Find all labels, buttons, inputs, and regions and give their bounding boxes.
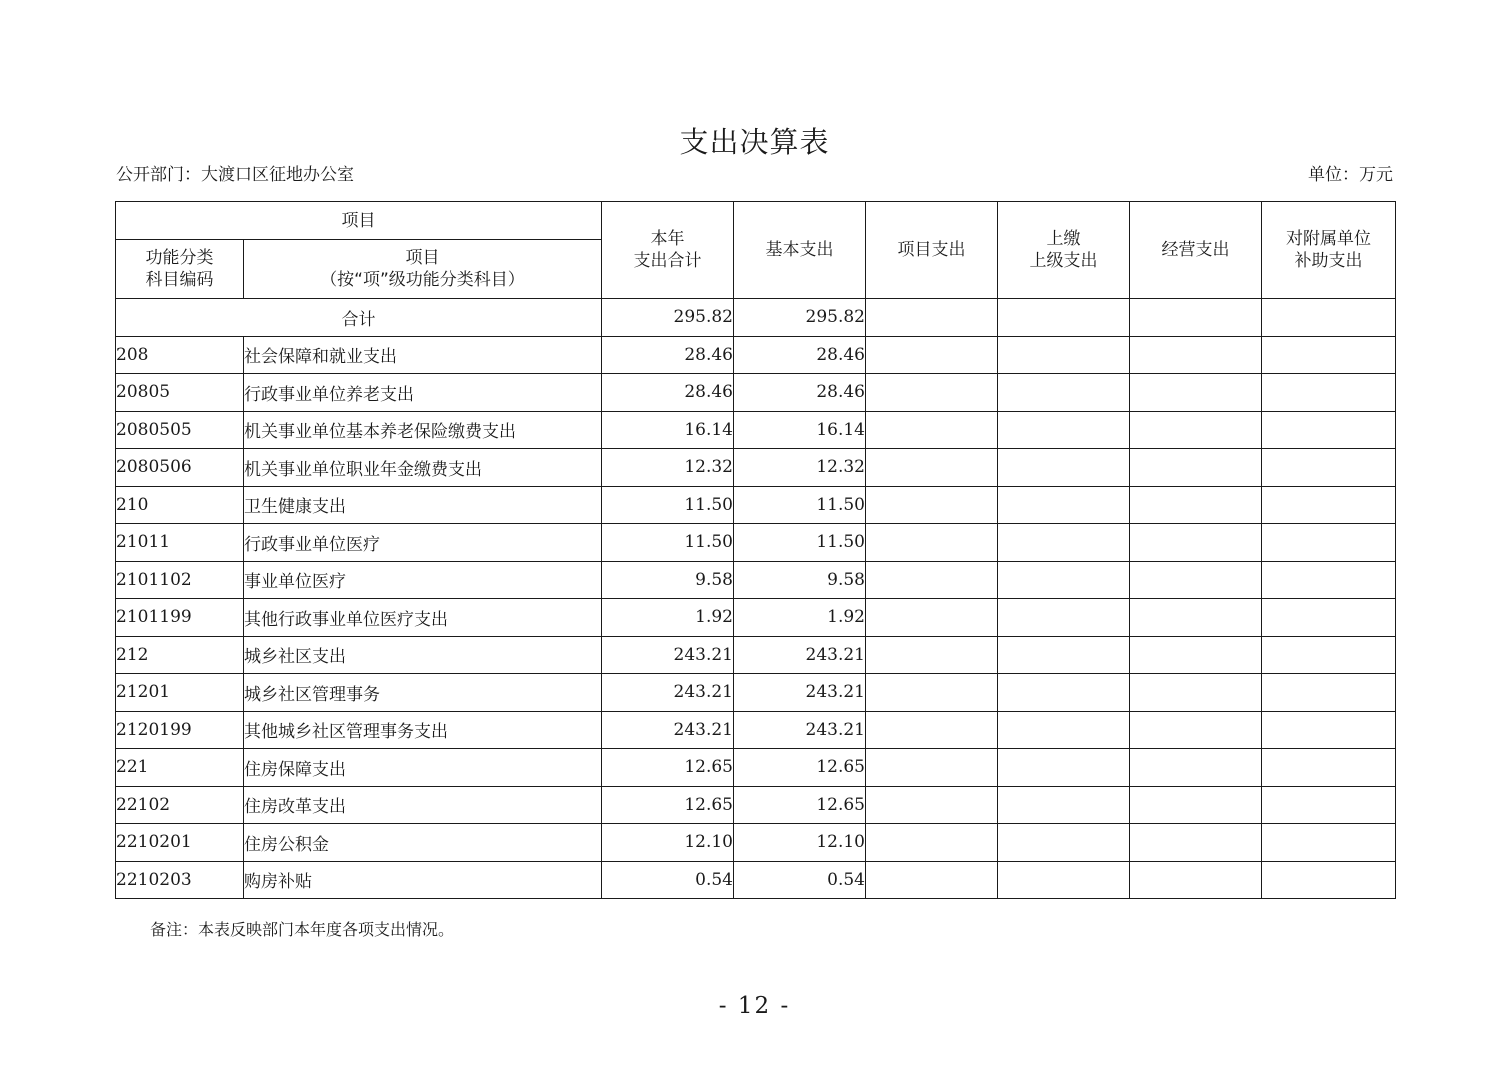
row-subsidy [1262, 524, 1396, 562]
table-row [116, 749, 1396, 787]
row-code: 2080505 [116, 411, 244, 449]
row-subsidy [1262, 449, 1396, 487]
row-basic: 12.65 [734, 786, 866, 824]
table-row [116, 561, 1396, 599]
table-row [116, 824, 1396, 862]
row-code: 22102 [116, 786, 244, 824]
row-subsidy [1262, 711, 1396, 749]
row-name: 事业单位医疗 [244, 561, 602, 599]
row-code: 2080506 [116, 449, 244, 487]
row-subsidy [1262, 599, 1396, 637]
row-code: 21201 [116, 674, 244, 712]
row-operating [1130, 786, 1262, 824]
row-code: 212 [116, 636, 244, 674]
table-row [116, 711, 1396, 749]
row-name: 购房补贴 [244, 861, 602, 899]
row-project [866, 561, 998, 599]
expenditure-table [115, 201, 1396, 899]
row-operating [1130, 636, 1262, 674]
row-name: 其他城乡社区管理事务支出 [244, 711, 602, 749]
row-project [866, 786, 998, 824]
row-subsidy [1262, 786, 1396, 824]
row-name: 行政事业单位养老支出 [244, 374, 602, 412]
row-code: 2101102 [116, 561, 244, 599]
row-subsidy [1262, 636, 1396, 674]
unit-label: 单位：万元 [1308, 165, 1393, 185]
row-remit [998, 336, 1130, 374]
table-row [116, 674, 1396, 712]
row-total: 12.65 [602, 749, 734, 787]
row-operating [1130, 374, 1262, 412]
header-item: 项目 （按“项”级功能分类科目） [244, 240, 602, 299]
row-name: 城乡社区管理事务 [244, 674, 602, 712]
row-name: 住房改革支出 [244, 786, 602, 824]
total-operating [1130, 299, 1262, 337]
row-basic: 12.65 [734, 749, 866, 787]
table-row [116, 374, 1396, 412]
row-remit [998, 561, 1130, 599]
row-subsidy [1262, 861, 1396, 899]
row-project [866, 486, 998, 524]
header-item-group: 项目 [116, 202, 602, 240]
row-project [866, 411, 998, 449]
row-remit [998, 824, 1130, 862]
row-total: 243.21 [602, 636, 734, 674]
row-basic: 9.58 [734, 561, 866, 599]
row-total: 28.46 [602, 336, 734, 374]
row-code: 2210201 [116, 824, 244, 862]
row-project [866, 636, 998, 674]
row-code: 2120199 [116, 711, 244, 749]
row-total: 11.50 [602, 486, 734, 524]
row-project [866, 824, 998, 862]
table-row [116, 411, 1396, 449]
row-subsidy [1262, 674, 1396, 712]
row-code: 208 [116, 336, 244, 374]
row-remit [998, 449, 1130, 487]
header-code: 功能分类 科目编码 [116, 240, 244, 299]
row-total: 28.46 [602, 374, 734, 412]
total-project [866, 299, 998, 337]
row-operating [1130, 524, 1262, 562]
row-name: 机关事业单位基本养老保险缴费支出 [244, 411, 602, 449]
row-operating [1130, 749, 1262, 787]
total-row [116, 299, 1396, 337]
row-project [866, 711, 998, 749]
table-row [116, 524, 1396, 562]
row-name: 城乡社区支出 [244, 636, 602, 674]
table-row [116, 449, 1396, 487]
row-basic: 11.50 [734, 486, 866, 524]
row-total: 12.65 [602, 786, 734, 824]
table-row [116, 636, 1396, 674]
table-row [116, 861, 1396, 899]
row-total: 1.92 [602, 599, 734, 637]
row-remit [998, 674, 1130, 712]
header-total: 本年 支出合计 [602, 202, 734, 299]
row-basic: 243.21 [734, 636, 866, 674]
row-basic: 1.92 [734, 599, 866, 637]
row-code: 21011 [116, 524, 244, 562]
row-operating [1130, 674, 1262, 712]
row-project [866, 524, 998, 562]
total-remit [998, 299, 1130, 337]
row-operating [1130, 561, 1262, 599]
row-subsidy [1262, 486, 1396, 524]
table-row [116, 486, 1396, 524]
row-project [866, 749, 998, 787]
row-basic: 11.50 [734, 524, 866, 562]
row-code: 2210203 [116, 861, 244, 899]
row-operating [1130, 336, 1262, 374]
row-remit [998, 786, 1130, 824]
row-total: 11.50 [602, 524, 734, 562]
header-operating: 经营支出 [1130, 202, 1262, 299]
row-basic: 12.32 [734, 449, 866, 487]
header-subsidy: 对附属单位 补助支出 [1262, 202, 1396, 299]
total-basic: 295.82 [734, 299, 866, 337]
row-operating [1130, 861, 1262, 899]
header-basic: 基本支出 [734, 202, 866, 299]
row-operating [1130, 711, 1262, 749]
table-row [116, 786, 1396, 824]
row-basic: 243.21 [734, 711, 866, 749]
row-operating [1130, 486, 1262, 524]
row-project [866, 449, 998, 487]
header-remit: 上缴 上级支出 [998, 202, 1130, 299]
row-operating [1130, 411, 1262, 449]
row-basic: 243.21 [734, 674, 866, 712]
table-row [116, 599, 1396, 637]
row-name: 行政事业单位医疗 [244, 524, 602, 562]
row-remit [998, 711, 1130, 749]
row-total: 243.21 [602, 711, 734, 749]
row-code: 2101199 [116, 599, 244, 637]
row-total: 9.58 [602, 561, 734, 599]
row-total: 12.32 [602, 449, 734, 487]
row-subsidy [1262, 749, 1396, 787]
row-subsidy [1262, 411, 1396, 449]
row-basic: 16.14 [734, 411, 866, 449]
row-remit [998, 749, 1130, 787]
row-remit [998, 599, 1130, 637]
row-basic: 12.10 [734, 824, 866, 862]
row-remit [998, 861, 1130, 899]
row-basic: 28.46 [734, 336, 866, 374]
row-total: 16.14 [602, 411, 734, 449]
row-basic: 28.46 [734, 374, 866, 412]
footnote: 备注：本表反映部门本年度各项支出情况。 [150, 920, 455, 939]
row-total: 243.21 [602, 674, 734, 712]
header-project: 项目支出 [866, 202, 998, 299]
page-title: 支出决算表 [679, 125, 830, 159]
total-amount: 295.82 [602, 299, 734, 337]
row-project [866, 374, 998, 412]
row-operating [1130, 824, 1262, 862]
row-project [866, 674, 998, 712]
row-name: 其他行政事业单位医疗支出 [244, 599, 602, 637]
row-code: 210 [116, 486, 244, 524]
row-project [866, 861, 998, 899]
page-number: - 12 - [718, 993, 791, 1019]
row-operating [1130, 599, 1262, 637]
row-remit [998, 374, 1130, 412]
row-project [866, 336, 998, 374]
row-operating [1130, 449, 1262, 487]
row-remit [998, 636, 1130, 674]
department-label: 公开部门：大渡口区征地办公室 [116, 165, 354, 185]
row-name: 卫生健康支出 [244, 486, 602, 524]
row-name: 社会保障和就业支出 [244, 336, 602, 374]
row-subsidy [1262, 561, 1396, 599]
row-subsidy [1262, 374, 1396, 412]
row-remit [998, 524, 1130, 562]
row-subsidy [1262, 336, 1396, 374]
row-project [866, 599, 998, 637]
row-code: 20805 [116, 374, 244, 412]
row-total: 12.10 [602, 824, 734, 862]
total-label: 合计 [116, 299, 602, 337]
row-total: 0.54 [602, 861, 734, 899]
row-name: 住房公积金 [244, 824, 602, 862]
total-subsidy [1262, 299, 1396, 337]
row-remit [998, 486, 1130, 524]
row-name: 机关事业单位职业年金缴费支出 [244, 449, 602, 487]
row-remit [998, 411, 1130, 449]
row-code: 221 [116, 749, 244, 787]
table-row [116, 336, 1396, 374]
row-subsidy [1262, 824, 1396, 862]
row-basic: 0.54 [734, 861, 866, 899]
row-name: 住房保障支出 [244, 749, 602, 787]
